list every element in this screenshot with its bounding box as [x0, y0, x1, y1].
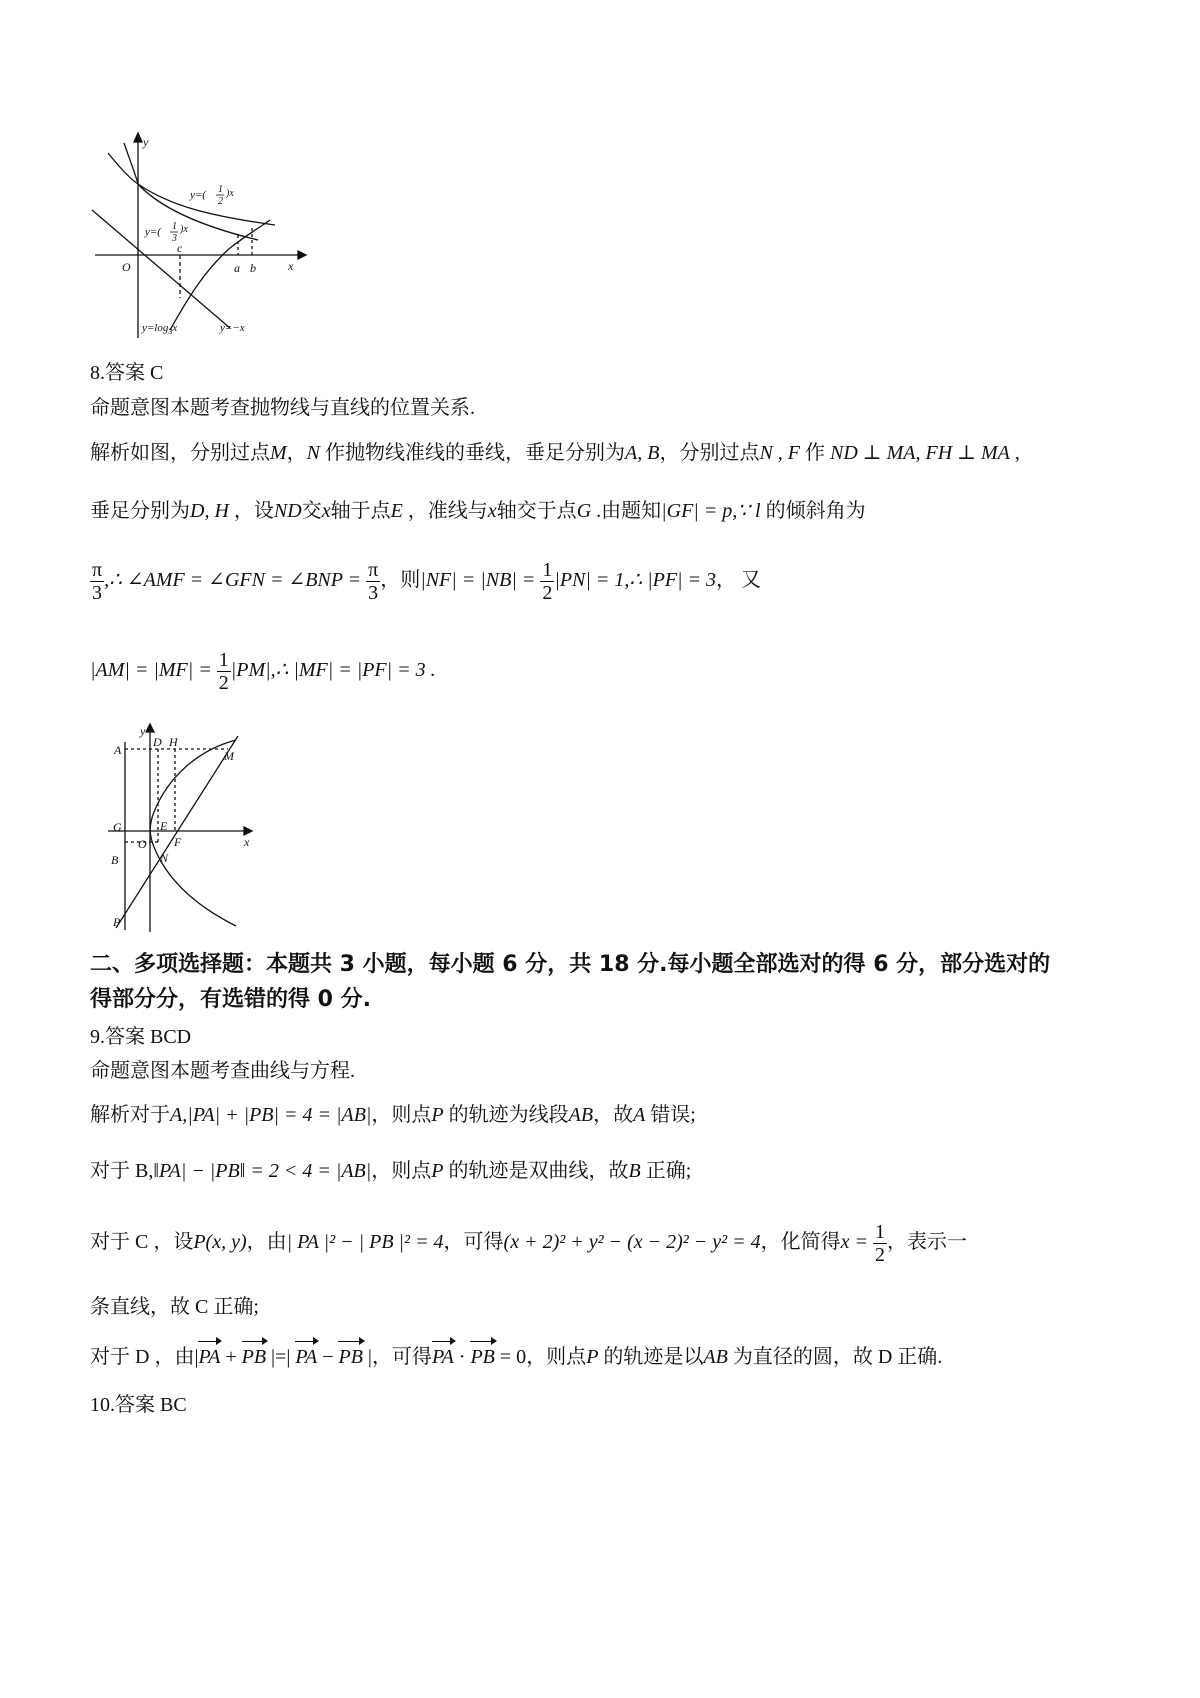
- figure-parabola-line: [108, 722, 258, 934]
- x-axis-arrow: [298, 251, 306, 259]
- fig1-half-exp: )x: [226, 188, 234, 199]
- fig2-x-arrow: [244, 827, 252, 835]
- fig1-x-label: x: [288, 259, 294, 273]
- q9-line-c: 对于 C ，设P(x, y)，由| PA |² − | PB |² = 4，可得(x + 2)² + y² − (x − 2)² − y² = 4，化简得x = $\frac{1}{2}$ ，表示一: [90, 1220, 968, 1266]
- vector-pa-2: PA: [295, 1346, 318, 1368]
- y-axis-arrow: [134, 133, 142, 142]
- fig1-a-label: a: [234, 261, 240, 275]
- q8-line1: 解析如图，分别过点M，N 作抛物线准线的垂线，垂足分别为A, B，分别过点N , F 作 ND ⊥ MA, FH ⊥ MA ,: [90, 442, 1020, 464]
- fig1-c-label: c: [177, 241, 183, 255]
- q9-line-d: 对于 D ，由|PA + PB |=| PA − PB |，可得PA · PB = 0，则点P 的轨迹是以AB 为直径的圆，故 D 正确.: [90, 1346, 943, 1368]
- fig2-O-label: O: [138, 837, 147, 851]
- q9-line-c2: 条直线，故 C 正确;: [90, 1296, 259, 1318]
- fig2-F-label: F: [174, 835, 182, 849]
- fig1-half-label: y=(: [190, 189, 206, 201]
- fig1-half-den: 2: [218, 196, 223, 207]
- vector-pb: PB: [241, 1346, 267, 1368]
- frac-pi-3: $\frac{\pi}{3}$: [92, 558, 103, 604]
- q9-answer: 9.答案 BCD: [90, 1026, 192, 1048]
- q8-line2: 垂足分别为D, H ，设ND交x轴于点E ，准线与x轴交于点G .由题知|GF| = p,∵ l 的倾斜角为: [90, 500, 866, 522]
- frac-half: $\frac{1}{2}$: [542, 558, 553, 604]
- fig2-P-label: P: [113, 915, 121, 929]
- fig1-third-num: 1: [172, 221, 177, 232]
- fig2-A-label: A: [114, 743, 122, 757]
- fig1-half-num: 1: [218, 184, 223, 195]
- q10-answer: 10.答案 BC: [90, 1394, 187, 1416]
- fig2-G-label: G: [113, 820, 122, 834]
- frac-x-half: $\frac{1}{2}$: [875, 1220, 886, 1266]
- vector-pb-3: PB: [470, 1346, 495, 1368]
- q9-intent: 命题意图本题考查曲线与方程.: [90, 1060, 355, 1082]
- fig1-y-label: y: [143, 135, 149, 149]
- section2-heading-line2: 得部分分，有选错的得 0 分.: [90, 987, 371, 1012]
- fig2-M-label: M: [224, 749, 234, 763]
- fig2-E-label: E: [160, 819, 168, 833]
- frac-pi-3-b: $\frac{\pi}{3}$: [368, 558, 379, 604]
- fig1-b-label: b: [250, 261, 256, 275]
- q8-answer: 8.答案 C: [90, 362, 164, 384]
- fig1-log-label: $y=\log_3x$: [142, 322, 178, 336]
- fig1-third-label: y=(: [145, 226, 161, 238]
- fig1-third-exp: )x: [180, 224, 188, 235]
- q8-line4: |AM| = |MF| = $\frac{1}{2}$ |PM|,∴ |MF| = |PF| = 3 .: [90, 648, 436, 694]
- fig2-N-label: N: [160, 851, 169, 865]
- q8-intent: 命题意图本题考查抛物线与直线的位置关系.: [90, 397, 475, 419]
- fig2-line-pm: [116, 736, 238, 928]
- fig1-third-den: 3: [172, 233, 177, 244]
- fig2-H-label: H: [169, 735, 178, 749]
- fig1-neg-label: y=−x: [220, 322, 245, 334]
- section2-heading-line1: 二、多项选择题：本题共 3 小题，每小题 6 分，共 18 分.每小题全部选对的得 6 分，部分选对的: [90, 952, 1051, 977]
- fig2-x-label: x: [244, 835, 250, 849]
- curve-log: [170, 220, 270, 330]
- fig2-parabola: [150, 740, 236, 926]
- vector-pa-3: PA: [431, 1346, 454, 1368]
- vector-pa: PA: [198, 1346, 221, 1368]
- fig2-y-label: y: [140, 724, 146, 738]
- fig1-origin-label: O: [122, 260, 131, 274]
- fig2-D-label: D: [153, 735, 162, 749]
- fig2-B-label: B: [111, 853, 119, 867]
- vector-pb-2: PB: [338, 1346, 363, 1368]
- figure-exponential-log-curves: [90, 128, 315, 343]
- q9-line-b: 对于 B,‖PA| − |PB‖ = 2 < 4 = |AB|，则点P 的轨迹是双曲线，故B 正确;: [90, 1160, 692, 1182]
- fig2-y-arrow: [146, 724, 154, 732]
- q9-line-a: 解析对于A,|PA| + |PB| = 4 = |AB|，则点P 的轨迹为线段AB，故A 错误;: [90, 1104, 696, 1126]
- q8-line3: $\frac{\pi}{3}$ ,∴ ∠AMF = ∠GFN = ∠BNP = $\frac{\pi}{3}$ ，则|NF| = |NB| = $\frac{1}{2}$ |PN| = 1,∴ |PF| = 3， 又: [92, 558, 762, 604]
- frac-half-2: $\frac{1}{2}$: [218, 648, 229, 694]
